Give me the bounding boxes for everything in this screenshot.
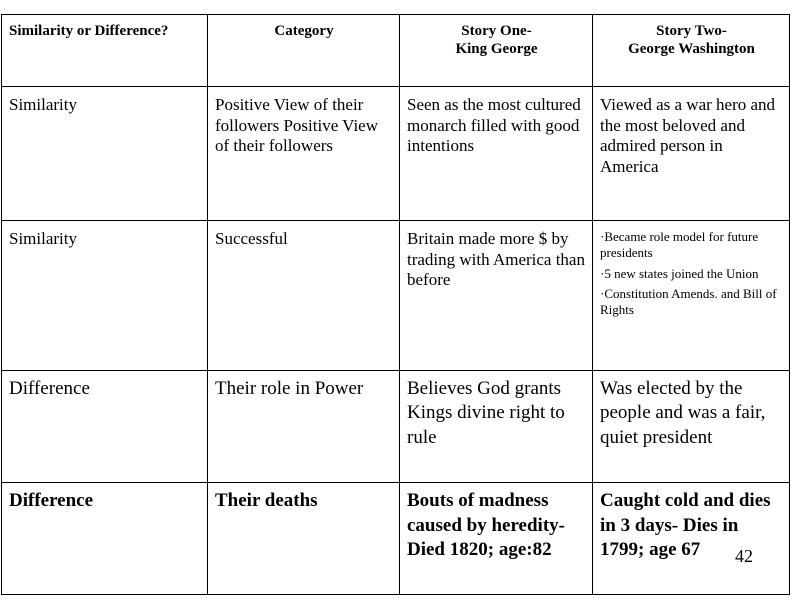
bullet-item: · Became role model for future presidents xyxy=(600,229,783,262)
header-story-one-line1: Story One- xyxy=(461,23,532,39)
row-story-two-cell: Viewed as a war hero and the most beloved and admired person in America xyxy=(593,87,790,221)
bullet-item: · Constitution Amends. and Bill of Rights xyxy=(600,286,783,319)
row-category-cell: Positive View of their followers Positive View of their followers xyxy=(208,87,400,221)
header-category: Category xyxy=(208,15,400,87)
row-category-cell: Successful xyxy=(208,221,400,371)
header-story-one-line2: King George xyxy=(455,41,538,58)
table-row xyxy=(2,221,790,371)
row-story-two-cell: Caught cold and dies in 3 days- Dies in 1799; age 67 xyxy=(593,483,790,595)
row-story-two-cell: Was elected by the people and was a fair, quiet president xyxy=(593,371,790,483)
row-category-cell: Their deaths xyxy=(208,483,400,595)
row-type-cell: Similarity xyxy=(2,87,208,221)
row-category-cell: Their role in Power xyxy=(208,371,400,483)
header-similarity-or-difference: Similarity or Difference? xyxy=(2,15,208,87)
header-row xyxy=(2,15,790,87)
row-story-one-cell: Bouts of madness caused by heredity- Died 1820; age:82 xyxy=(400,483,593,595)
table-row xyxy=(2,87,790,221)
bullet-item: · 5 new states joined the Union xyxy=(600,266,783,282)
comparison-table xyxy=(1,14,790,595)
row-story-one-cell: Seen as the most cultured monarch filled with good intentions xyxy=(400,87,593,221)
table-row xyxy=(2,371,790,483)
row-story-one-cell: Believes God grants Kings divine right to rule xyxy=(400,371,593,483)
row-story-one-cell: Britain made more $ by trading with America than before xyxy=(400,221,593,371)
header-story-two-line2: George Washington xyxy=(628,41,755,58)
table-row xyxy=(2,483,790,595)
row-type-cell: Similarity xyxy=(2,221,208,371)
header-story-two-line1: Story Two- xyxy=(656,23,727,39)
header-story-one xyxy=(400,15,593,87)
row-type-cell: Difference xyxy=(2,371,208,483)
header-story-two xyxy=(593,15,790,87)
row-type-cell: Difference xyxy=(2,483,208,595)
story-two-bullet-list xyxy=(600,229,783,318)
row-story-two-cell xyxy=(593,221,790,371)
page-number: 42 xyxy=(735,546,753,566)
